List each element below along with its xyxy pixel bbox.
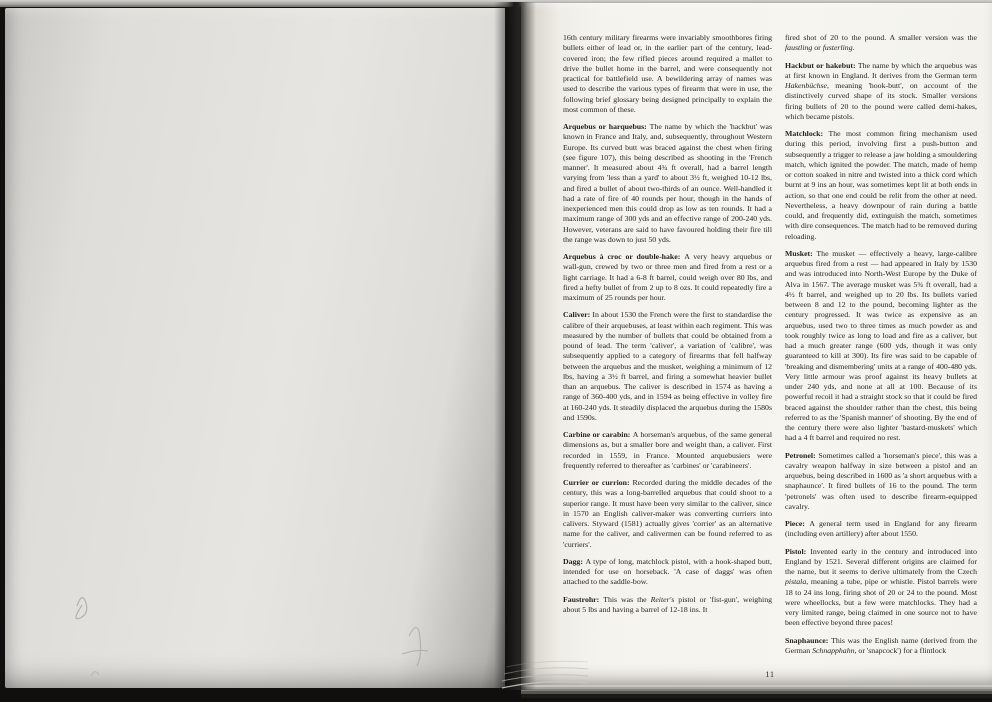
glossary-term: Snaphaunce: [785,635,832,645]
glossary-entry [563,557,772,588]
glossary-entry [785,547,977,629]
glossary-term: Caliver: [563,310,593,320]
glossary-term: Matchlock: [785,129,829,138]
glossary-definition: In about 1530 the French were the first to standardise the calibre of their arquebuses, at least within each regiment. This was measured by the number of bullets that could be obtained from a pound of lead. The term 'caliver', a variation of 'calibre', was subsequently applied to a category of firearms that fell halfway between the arquebus and the musket, weighing a minimum of 12 lbs, having a 3½ ft barrel, and firing a somewhat heavier bullet than an arquebus. The caliver is described in 1574 as having a range of 360-400 yds, and in 1594 as being effective in volley fire at 160-240 yds. It steadily displaced the arquebus during the 1580s and 1590s. [563,310,772,422]
glossary-definition: The name by which the 'hackbut' was known in France and Italy, and, subsequently, throughout Western Europe. Its curved butt was braced against the chest when firing (see figure 107), this being described as shooting in the 'French manner'. It measured about 4¾ ft overall, had a barrel length varying from 'less than a yard' to about 3½ ft, weighed 10-12 lbs, and fired a bullet of about two-thirds of an ounce. Well-handled it had a rate of fire of 40 rounds per hour, though in the hands of inexperienced men this could drop as low as ten rounds. It had a maximum range of 300 yds and an effective range of 200-240 yds. However, veterans are said to have favoured holding their fire till the range was down to just 50 yds. [563,122,772,244]
glossary-entry [563,122,772,245]
glossary-definition: This was the Reiter's pistol or 'fist-gun', weighing about 5 lbs and having a barrel of 12-18 ins. It [563,594,772,614]
blank-left-page [5,8,505,688]
glossary-term: Carbine or carabin: [563,430,633,439]
glossary-term: Arquebus à croc or double-hake: [563,252,685,261]
glossary-definition: This was the English name (derived from the German Schnapphahn, or 'snapcock') for a flintlock [785,635,977,655]
glossary-definition: 16th century military firearms were invariably smoothbores firing bullets either of lead or, in the earlier part of the century, lead-covered iron; the few rifled pieces around required a mallet to drive the bullet home in the barrel, and were consequently not practical for battlefield use. A bewildering array of names was used to describe the various types of firearm that were in use, the following brief glossary being designed principally to explain the most common of these. [563,33,772,114]
glossary-entry [563,33,772,115]
glossary-page [521,3,992,685]
glossary-term: Faustrohr: [563,594,604,604]
glossary-term: Currier or currion: [563,478,633,487]
glossary-entry [785,519,977,540]
glossary-term: Hackbut or hakebut: [785,60,858,70]
glossary-definition: The name by which the arquebus was at first known in England. It derives from the German term Hakenbüchse, meaning 'hook-butt', on account of the distinctively curved shape of its stock. Smaller versions firing bullets of 20 to the pound were called demi-hakes, which became pistols. [785,60,977,121]
glossary-text [563,33,977,663]
glossary-term: Arquebus or harquebus: [563,122,650,131]
text-column-left [563,33,772,663]
glossary-definition: A horseman's arquebus, of the same general dimensions as, but a smaller bore and weight than, a caliver. First recorded in 1559, in France. Mounted arquebusiers were frequently referred to thereafter as 'carbines' or 'carabineers'. [563,430,772,470]
under-page-edges [521,685,992,698]
glossary-entry [563,252,772,303]
glossary-entry [563,595,772,616]
glossary-entry [785,636,977,657]
glossary-definition: fired shot of 20 to the pound. A smaller version was the faustling or fusterling. [785,33,977,53]
glossary-term: Piece: [785,519,810,528]
glossary-entry [785,249,977,444]
glossary-definition: Recorded during the middle decades of the century, this was a long-barrelled arquebus that could shoot to a superior range. It must have been very similar to the caliver, since in 1570 an English caliver-maker was converting curriers into calivers. Styward (1581) actually gives 'corrier' as an alternative name for the caliver, and calivermen can be found referred to as 'curriers'. [563,478,772,549]
glossary-term: Petronel: [785,450,819,460]
glossary-definition: The most common firing mechanism used during this period, involving first a push-button and subsequently a trigger to release a jaw holding a smouldering match, which ignited the powder. The match, made of hemp or cotton soaked in nitre and twisted into a thick cord which burnt at 9 ins an hour, was sometimes kept lit at both ends in action, so that one end could be relit from the other at need. Nevertheless, a heavy downpour of rain during a battle could, and frequently did, extinguish the match, sometimes with dire consequences. The match had to be removed during reloading. [785,129,977,241]
text-column-right [785,33,977,663]
glossary-entry [563,310,772,423]
glossary-entry [563,478,772,550]
glossary-entry [563,430,772,471]
glossary-term: Dagg: [563,556,586,566]
glossary-definition: Sometimes called a 'horseman's piece', this was a cavalry weapon halfway in size between a pistol and an arquebus, being described in 1600 as 'a short arquebus with a snaphaunce'. It fired bullets of 16 to the pound. The term 'petronels' was often used to describe firearm-equipped cavalry. [785,450,978,511]
glossary-entry [785,451,977,513]
glossary-entry [785,33,977,54]
glossary-entry [785,61,977,123]
glossary-definition: A very heavy arquebus or wall-gun, crewed by two or three men and fired from a rest or a light carriage. It had a 6-8 ft barrel, could weigh over 80 lbs, and fired a hefty bullet of from 2 up to 8 ozs. It could repeatedly fire a maximum of 25 rounds per hour. [563,252,772,302]
page-number: 11 [765,669,775,679]
glossary-definition: The musket — effectively a heavy, large-calibre arquebus fired from a rest — had appeared in Italy by 1530 and was introduced into North-West Europe by the Duke of Alva in 1567. The average musket was 5¾ ft overall, had a 4½ ft barrel, and weighed up to 20 lbs. Its bullets varied between 8 and 12 to the pound, becoming lighter as the century progressed. It was twice as expensive as an arquebus, used two to three times as much powder as and took roughly twice as long to load and fire as a caliver, but had a much greater range (600 yds, though it was only guaranteed to kill at 300). Its fire was said to be capable of 'breaking and dismembering' units at a range of 400-480 yds. Very little armour was proof against its heavy bullets at under 240 yds, and none at all at 100. Because of its powerful recoil it had a straight stock so that it could be fired braced against the shoulder rather than the chest, this being referred to as the 'Spanish manner' of shooting. By the end of the century there were also lighter 'bastard-muskets' which had a 4 ft barrel and required no rest. [785,248,978,443]
glossary-term: Musket: [785,248,817,258]
glossary-definition: A type of long, matchlock pistol, with a hook-shaped butt, intended for use on horseback. 'A case of daggs' was often attached to the saddle-bow. [563,556,772,587]
pencil-marks [5,8,505,688]
glossary-definition: A general term used in England for any firearm (including even artillery) after about 1550. [785,519,977,539]
glossary-definition: Invented early in the century and introduced into England by 1521. Several different origins are claimed for the name, but it seems to derive ultimately from the Czech pistala, meaning a tube, pipe or whistle. Pistol barrels were 18 to 24 ins long, firing shot of 20 or 24 to the pound. Most were wheellocks, but a few were matchlocks. They had a very limited range, being claimed in one source not to have been effective beyond three paces! [785,546,977,628]
glossary-term: Pistol: [785,546,811,556]
glossary-entry [785,129,977,242]
